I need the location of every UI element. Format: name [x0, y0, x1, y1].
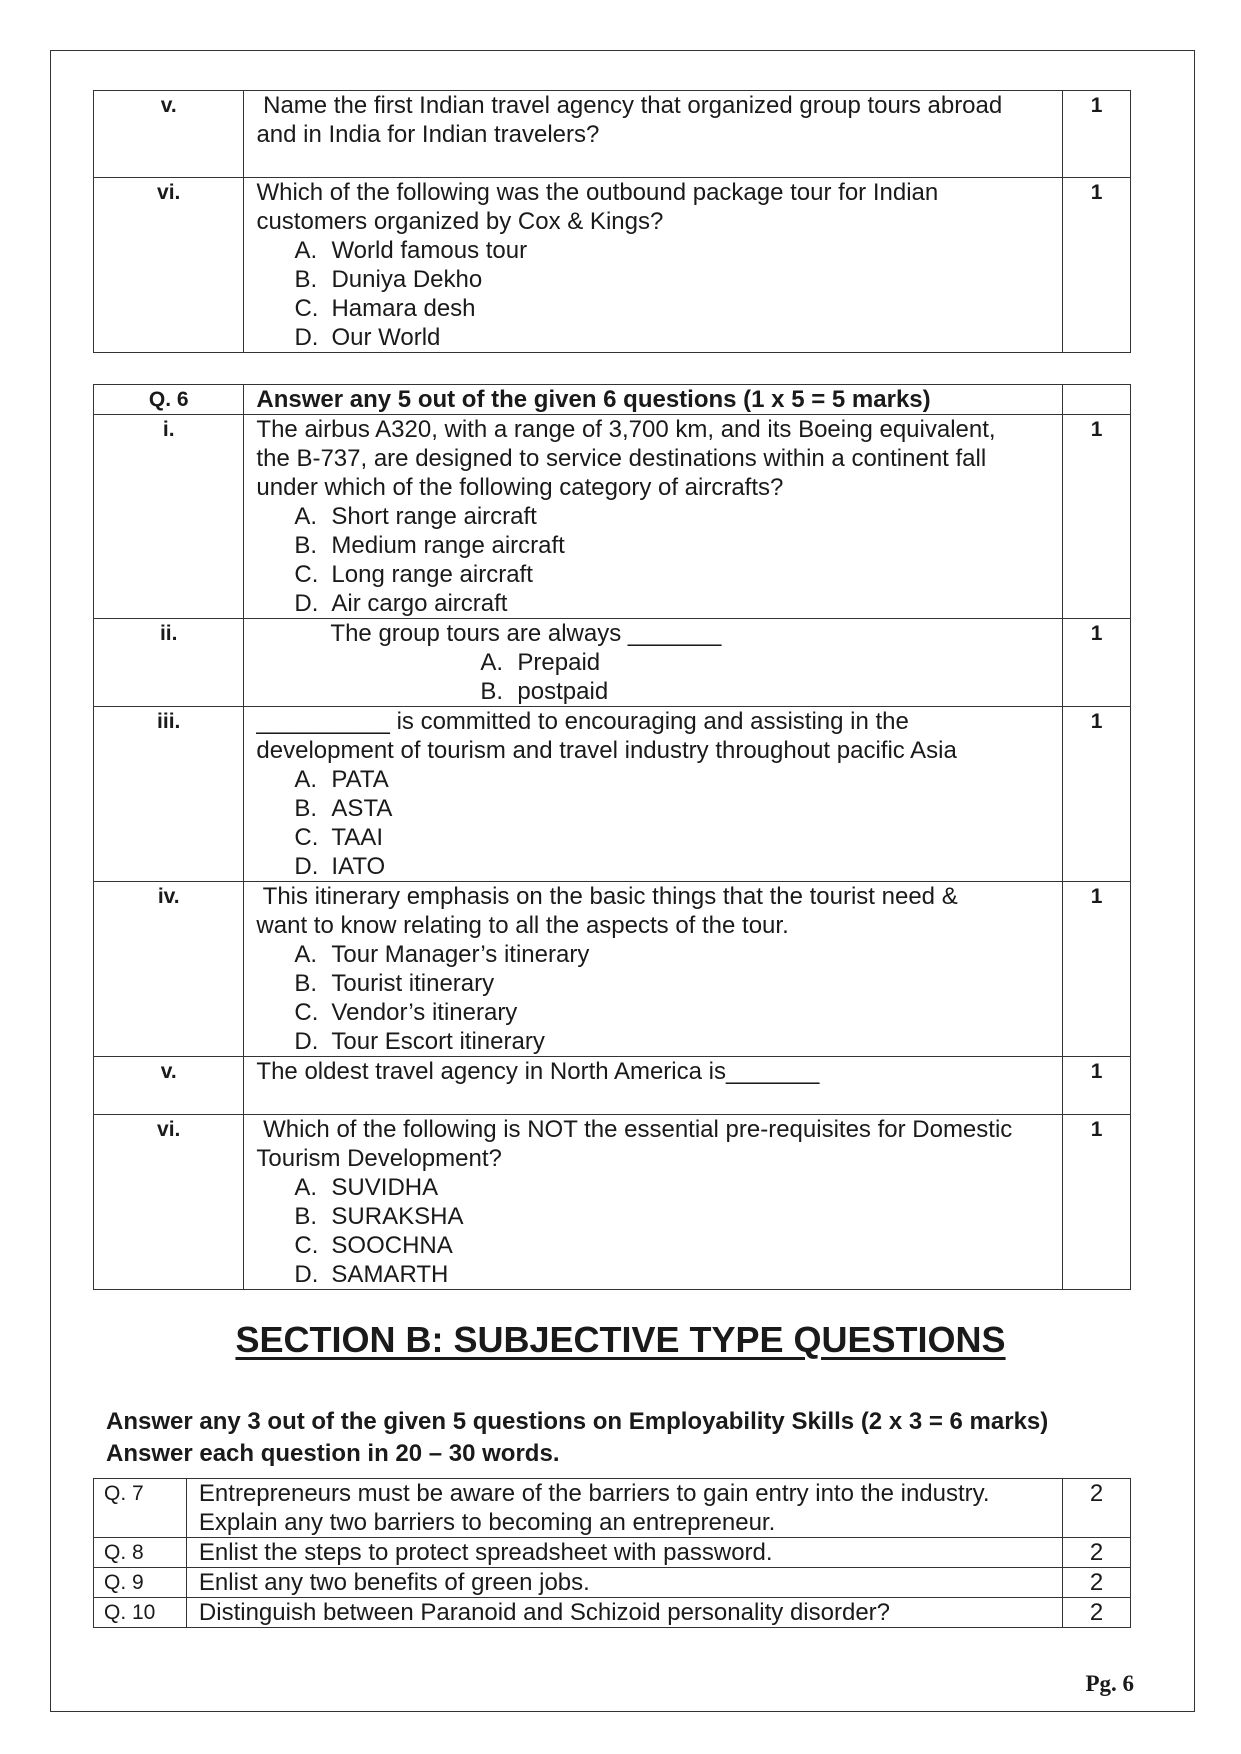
marks-cell: 2	[1063, 1598, 1131, 1628]
question-text: Distinguish between Paranoid and Schizoid personality disorder?	[186, 1598, 1062, 1628]
table-row	[94, 1598, 1131, 1628]
table-row	[94, 91, 1131, 178]
option-item: A. SUVIDHA	[294, 1174, 439, 1201]
question-line: This itinerary emphasis on the basic things that the tourist need &	[256, 883, 958, 910]
question-table-q5-continued	[93, 90, 1131, 353]
instruction-line: Answer each question in 20 – 30 words.	[106, 1440, 560, 1467]
question-text	[244, 882, 1063, 1057]
option-item: B. SURAKSHA	[294, 1203, 464, 1230]
table-row	[94, 707, 1131, 882]
question-number: v.	[94, 91, 244, 178]
question-text	[186, 1479, 1062, 1538]
option-item: B. Tourist itinerary	[294, 970, 495, 997]
question-text	[244, 178, 1063, 353]
table-row	[94, 882, 1131, 1057]
question-line: Which of the following is NOT the essential pre-requisites for Domestic	[256, 1116, 1013, 1143]
question-text	[244, 415, 1063, 619]
table-row	[94, 1568, 1131, 1598]
option-item: A. World famous tour	[294, 237, 528, 264]
option-item: A. PATA	[294, 766, 389, 793]
table-row	[94, 619, 1131, 707]
marks-cell: 2	[1063, 1538, 1131, 1568]
question-number: Q. 10	[94, 1598, 187, 1628]
instruction-line: Answer any 3 out of the given 5 questions on Employability Skills (2 x 3 = 6 marks)	[106, 1408, 1049, 1435]
option-item: C. Long range aircraft	[294, 561, 533, 588]
question-text: Enlist any two benefits of green jobs.	[186, 1568, 1062, 1598]
question-text	[244, 707, 1063, 882]
question-line: the B-737, are designed to service destinations within a continent fall	[256, 445, 987, 472]
question-line: and in India for Indian travelers?	[256, 121, 600, 148]
option-item: B. Duniya Dekho	[294, 266, 483, 293]
question-number: vi.	[94, 1115, 244, 1290]
question-line: want to know relating to all the aspects of the tour.	[256, 912, 789, 939]
option-item: D. Air cargo aircraft	[294, 590, 508, 617]
option-item: A. Short range aircraft	[294, 503, 537, 530]
question-text	[244, 1115, 1063, 1290]
option-item: B. postpaid	[480, 678, 609, 705]
marks-cell: 1	[1063, 415, 1131, 619]
question-number: Q. 7	[94, 1479, 187, 1538]
option-item: A. Prepaid	[480, 649, 601, 676]
marks-cell: 1	[1063, 178, 1131, 353]
table-row	[94, 385, 1131, 415]
table-row	[94, 415, 1131, 619]
option-item: C. Hamara desh	[294, 295, 476, 322]
question-number: ii.	[94, 619, 244, 707]
question-number: Q. 8	[94, 1538, 187, 1568]
option-item: D. IATO	[294, 853, 386, 880]
table-row	[94, 178, 1131, 353]
question-number: iv.	[94, 882, 244, 1057]
question-line: Tourism Development?	[256, 1145, 502, 1172]
question-number: iii.	[94, 707, 244, 882]
option-item: B. Medium range aircraft	[294, 532, 565, 559]
marks-cell: 2	[1063, 1568, 1131, 1598]
question-number: vi.	[94, 178, 244, 353]
question-line: The group tours are always _______	[330, 620, 722, 647]
page-number: Pg. 6	[1085, 1671, 1134, 1696]
marks-cell: 1	[1063, 707, 1131, 882]
option-item: C. SOOCHNA	[294, 1232, 453, 1259]
option-item: C. Vendor’s itinerary	[294, 999, 518, 1026]
marks-cell: 1	[1063, 1115, 1131, 1290]
question-number: i.	[94, 415, 244, 619]
table-row	[94, 1115, 1131, 1290]
marks-cell: 1	[1063, 1057, 1131, 1115]
table-row	[94, 1057, 1131, 1115]
marks-cell: 1	[1063, 91, 1131, 178]
question-line: development of tourism and travel industry throughout pacific Asia	[256, 737, 957, 764]
table-row	[94, 1479, 1131, 1538]
question-text	[244, 619, 1063, 707]
question-number: Q. 6	[94, 385, 244, 415]
table-row	[94, 1538, 1131, 1568]
option-item: D. Our World	[294, 324, 441, 351]
marks-cell: 2	[1063, 1479, 1131, 1538]
question-text	[244, 91, 1063, 178]
section-b-title: SECTION B: SUBJECTIVE TYPE QUESTIONS	[235, 1319, 1006, 1360]
marks-cell: 1	[1063, 882, 1131, 1057]
marks-cell	[1063, 385, 1131, 415]
question-number: Q. 9	[94, 1568, 187, 1598]
option-item: B. ASTA	[294, 795, 393, 822]
option-item: C. TAAI	[294, 824, 383, 851]
subjective-questions-table	[93, 1478, 1131, 1628]
question-line: The oldest travel agency in North America is_______	[256, 1058, 820, 1085]
section-heading: Answer any 5 out of the given 6 questions (1 x 5 = 5 marks)	[244, 385, 1063, 415]
question-number: v.	[94, 1057, 244, 1115]
question-line: under which of the following category of aircrafts?	[256, 474, 784, 501]
option-item: A. Tour Manager’s itinerary	[294, 941, 590, 968]
question-line: Entrepreneurs must be aware of the barriers to gain entry into the industry.	[198, 1480, 990, 1507]
marks-cell: 1	[1063, 619, 1131, 707]
question-table-q6	[93, 384, 1131, 1290]
option-item: D. SAMARTH	[294, 1261, 449, 1288]
question-text: Enlist the steps to protect spreadsheet with password.	[186, 1538, 1062, 1568]
question-line: Which of the following was the outbound package tour for Indian	[256, 179, 939, 206]
question-line: Name the first Indian travel agency that organized group tours abroad	[256, 92, 1003, 119]
question-line: The airbus A320, with a range of 3,700 km, and its Boeing equivalent,	[256, 416, 996, 443]
question-line: customers organized by Cox & Kings?	[256, 208, 664, 235]
question-line: Explain any two barriers to becoming an entrepreneur.	[198, 1509, 776, 1536]
question-text	[244, 1057, 1063, 1115]
question-line: __________ is committed to encouraging and assisting in the	[256, 708, 909, 735]
option-item: D. Tour Escort itinerary	[294, 1028, 545, 1055]
